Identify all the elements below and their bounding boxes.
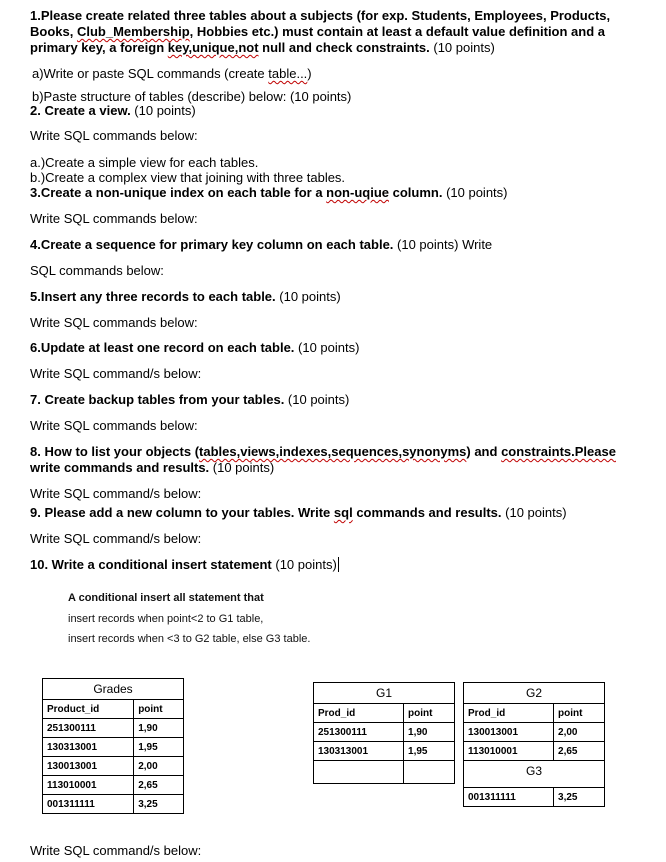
cell: 130013001 bbox=[464, 723, 554, 742]
cell: 130013001 bbox=[43, 757, 134, 776]
q10-note-1: A conditional insert all statement that bbox=[68, 592, 264, 604]
table-row bbox=[43, 757, 184, 776]
q7-write: Write SQL commands below: bbox=[30, 418, 198, 433]
cell: 251300111 bbox=[43, 719, 134, 738]
q4-title: 4.Create a sequence for primary key column on each table. (10 points) Write bbox=[30, 237, 493, 252]
q6-title: 6.Update at least one record on each table. (10 points) bbox=[30, 340, 360, 355]
q4-write: SQL commands below: bbox=[30, 263, 164, 278]
table-row bbox=[314, 723, 455, 742]
q10-title: 10. Write a conditional insert statement (10 points) bbox=[30, 557, 337, 572]
grades-caption: Grades bbox=[43, 679, 184, 700]
cell bbox=[314, 761, 404, 784]
cell: 2,00 bbox=[134, 757, 184, 776]
q10-note-2: insert records when point<2 to G1 table, bbox=[68, 613, 264, 625]
cell: 1,90 bbox=[404, 723, 455, 742]
grades-header-point: point bbox=[134, 700, 184, 719]
q2-write: Write SQL commands below: bbox=[30, 128, 198, 143]
q2-title: 2. Create a view. (10 points) bbox=[30, 103, 196, 118]
g2-g3-table bbox=[463, 682, 605, 807]
table-row bbox=[314, 761, 455, 784]
table-row bbox=[464, 788, 605, 807]
q10-note-3: insert records when <3 to G2 table, else G3 table. bbox=[68, 633, 311, 645]
q1-line2: Books, Club_Membership, Hobbies etc.) must contain at least a default value definition and a bbox=[30, 24, 606, 39]
q3-title: 3.Create a non-unique index on each table for a non-uqiue column. (10 points) bbox=[30, 185, 508, 200]
table-row bbox=[314, 742, 455, 761]
g2-header-prod-id: Prod_id bbox=[464, 704, 554, 723]
cell: 3,25 bbox=[134, 795, 184, 814]
q9-write: Write SQL command/s below: bbox=[30, 531, 202, 546]
cell: 3,25 bbox=[554, 788, 605, 807]
q2-a: a.)Create a simple view for each tables. bbox=[30, 155, 259, 170]
q8-title: 8. How to list your objects (tables,views,indexes,sequences,synonyms) and constraints.Please bbox=[30, 444, 616, 459]
q1-a: a)Write or paste SQL commands (create table...) bbox=[32, 66, 312, 81]
q7-title: 7. Create backup tables from your tables. (10 points) bbox=[30, 392, 350, 407]
g2-header-point: point bbox=[554, 704, 605, 723]
table-row bbox=[43, 795, 184, 814]
table-row bbox=[464, 723, 605, 742]
q5-write: Write SQL commands below: bbox=[30, 315, 198, 330]
q3-write: Write SQL commands below: bbox=[30, 211, 198, 226]
cell: 130313001 bbox=[314, 742, 404, 761]
cell bbox=[404, 761, 455, 784]
table-row bbox=[464, 742, 605, 761]
q8-line2: write commands and results. (10 points) bbox=[30, 460, 275, 475]
q1-line3: primary key, a foreign key,unique,not null and check constraints. (10 points) bbox=[30, 40, 495, 55]
g1-header-prod-id: Prod_id bbox=[314, 704, 404, 723]
cell: 1,90 bbox=[134, 719, 184, 738]
cell: 113010001 bbox=[43, 776, 134, 795]
q10-write: Write SQL command/s below: bbox=[30, 843, 202, 858]
g1-caption: G1 bbox=[314, 683, 455, 704]
grades-table bbox=[42, 678, 184, 814]
cell: 251300111 bbox=[314, 723, 404, 742]
g1-header-point: point bbox=[404, 704, 455, 723]
table-row bbox=[43, 776, 184, 795]
cell: 001311111 bbox=[464, 788, 554, 807]
cell: 1,95 bbox=[404, 742, 455, 761]
q8-write: Write SQL command/s below: bbox=[30, 486, 202, 501]
cell: 1,95 bbox=[134, 738, 184, 757]
g2-caption: G2 bbox=[464, 683, 605, 704]
q1-b: b)Paste structure of tables (describe) below: (10 points) bbox=[32, 89, 352, 104]
q1-line1: 1.Please create related three tables about a subjects (for exp. Students, Employees, Products, bbox=[30, 8, 611, 23]
q9-title: 9. Please add a new column to your tables. Write sql commands and results. (10 points) bbox=[30, 505, 567, 520]
cell: 2,00 bbox=[554, 723, 605, 742]
cell: 2,65 bbox=[134, 776, 184, 795]
cell: 2,65 bbox=[554, 742, 605, 761]
q2-b: b.)Create a complex view that joining with three tables. bbox=[30, 170, 346, 185]
q5-title: 5.Insert any three records to each table. (10 points) bbox=[30, 289, 341, 304]
cell: 001311111 bbox=[43, 795, 134, 814]
table-row bbox=[43, 738, 184, 757]
g1-table bbox=[313, 682, 455, 784]
q6-write: Write SQL command/s below: bbox=[30, 366, 202, 381]
table-row bbox=[43, 719, 184, 738]
cell: 130313001 bbox=[43, 738, 134, 757]
g3-caption: G3 bbox=[464, 761, 605, 782]
grades-header-product-id: Product_id bbox=[43, 700, 134, 719]
cell: 113010001 bbox=[464, 742, 554, 761]
